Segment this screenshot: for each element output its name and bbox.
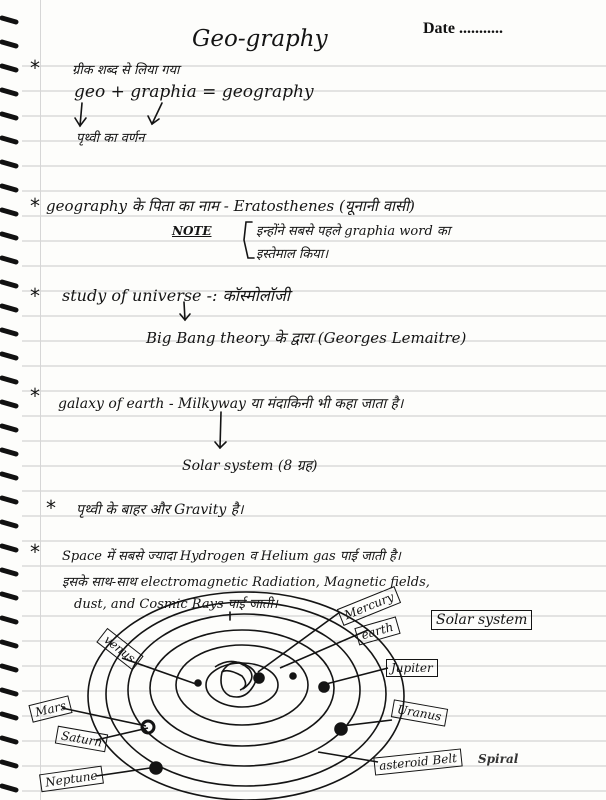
date-label: Date ...........	[423, 20, 503, 37]
note-solar-system: Solar system (8 ग्रह)	[182, 458, 318, 474]
bullet-star: *	[30, 384, 40, 408]
note-universe: study of universe -: कॉस्मोलॉजी	[62, 286, 290, 305]
page-title: Geo-graphy	[192, 26, 328, 52]
note-father-of-geography: geography के पिता का नाम - Eratosthenes (यूनानी वासी)	[46, 197, 415, 215]
planet-label-mars: Mars	[28, 695, 72, 722]
note-tag: NOTE	[172, 224, 212, 238]
planet-label-uranus: Uranus	[391, 699, 448, 726]
planet-label-neptune: Neptune	[39, 766, 104, 793]
planet-label-earth: earth	[354, 616, 400, 645]
planet-label-asteroid-belt: asteroid Belt	[373, 748, 463, 775]
note-text-line1: इन्होंने सबसे पहले graphia word का	[256, 224, 451, 239]
planet-label-saturn: Saturn	[55, 726, 109, 753]
bullet-star: *	[30, 56, 40, 80]
planet-label-mercury: Mercury	[337, 586, 401, 626]
diagram-heading: Solar system	[431, 610, 532, 630]
note-gravity: पृथ्वी के बाहर और Gravity है।	[76, 502, 244, 518]
note-meaning: पृथ्वी का वर्णन	[76, 131, 145, 146]
planet-label-venus: venus	[96, 628, 143, 670]
bullet-star: *	[46, 496, 56, 520]
note-space-line2: इसके साथ-साथ electromagnetic Radiation, Magnetic fields,	[62, 575, 430, 590]
planet-label-jupiter: Jupiter	[386, 659, 438, 677]
note-formula: geo + graphia = geography	[74, 82, 314, 102]
bullet-star: *	[30, 284, 40, 308]
note-greek-origin: ग्रीक शब्द से लिया गया	[72, 63, 180, 78]
note-galaxy: galaxy of earth - Milkyway या मंदाकिनी भी कहा जाता है।	[58, 396, 404, 412]
bullet-star: *	[30, 194, 40, 218]
notebook-brand: Spiral	[478, 752, 519, 766]
bullet-star: *	[30, 540, 40, 564]
note-big-bang: Big Bang theory के द्वारा (Georges Lemaitre)	[146, 329, 467, 347]
note-space-line3: dust, and Cosmic Rays पाई जाती।	[74, 597, 278, 612]
note-text-line2: इस्तेमाल किया।	[256, 247, 329, 262]
note-space-line1: Space में सबसे ज्यादा Hydrogen व Helium gas पाई जाती है।	[62, 549, 401, 564]
